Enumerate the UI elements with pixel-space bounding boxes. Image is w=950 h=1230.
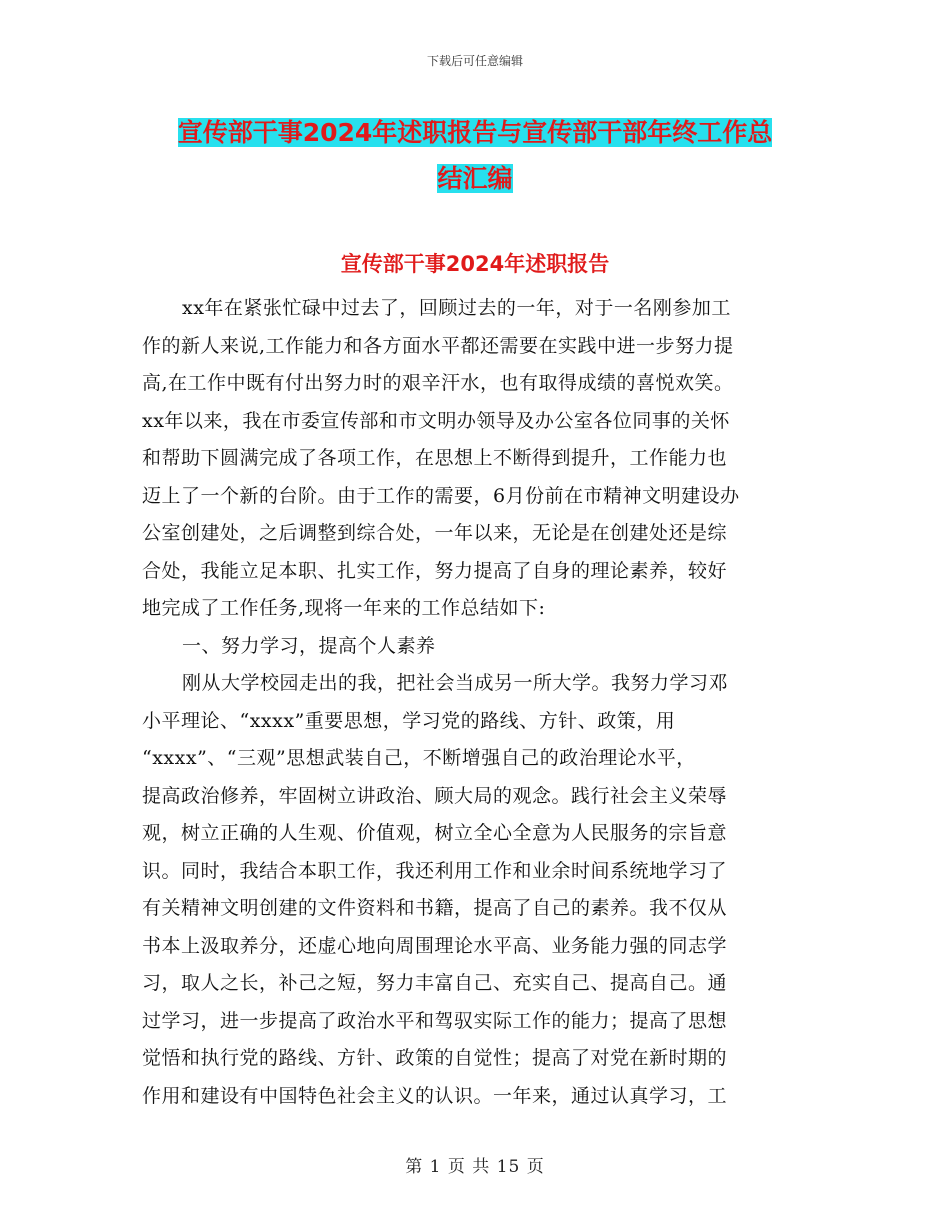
paragraph-line: 书本上汲取养分，还虚心地向周围理论水平高、业务能力强的同志学: [142, 934, 728, 957]
paragraph-line: “xxxx”、“三观”思想武装自己，不断增强自己的政治理论水平，: [142, 747, 696, 769]
paragraph-line: 观，树立正确的人生观、价值观，树立全心全意为人民服务的宗旨意: [142, 822, 728, 844]
section-heading-line: 一、努力学习，提高个人素养: [182, 634, 436, 657]
paragraph-line: 有关精神文明创建的文件资料和书籍，提高了自己的素养。我不仅从: [142, 897, 728, 919]
paragraph-line: 合处，我能立足本职、扎实工作，努力提高了自身的理论素养，较好: [142, 559, 728, 582]
paragraph-line: 和帮助下圆满完成了各项工作，在思想上不断得到提升，工作能力也: [142, 447, 728, 469]
document-title: [140, 110, 810, 202]
paragraph-line: 作用和建设有中国特色社会主义的认识。一年来，通过认真学习，工: [142, 1084, 728, 1107]
page-number: 第 1 页 共 15 页: [405, 1157, 545, 1177]
document-title-line-2: 结汇编: [437, 164, 513, 193]
paragraph-line: 高,在工作中既有付出努力时的艰辛汗水，也有取得成绩的喜悦欢笑。: [142, 372, 734, 394]
paragraph-line: 小平理论、“xxxx”重要思想，学习党的路线、方针、政策，用: [142, 709, 676, 732]
paragraph-line: 识。同时，我结合本职工作，我还利用工作和业余时间系统地学习了: [142, 859, 728, 882]
paragraph-line: 地完成了工作任务,现将一年来的工作总结如下:: [142, 597, 546, 619]
paragraph-line: 作的新人来说,工作能力和各方面水平都还需要在实践中进一步努力提: [142, 334, 734, 357]
header-note: 下载后可任意编辑: [426, 54, 523, 68]
section-title: 宣传部干事2024年述职报告: [340, 252, 610, 276]
paragraph-line: 公室创建处，之后调整到综合处，一年以来，无论是在创建处还是综: [142, 522, 728, 544]
paragraph-line: xx年以来，我在市委宣传部和市文明办领导及办公室各位同事的关怀: [142, 409, 730, 432]
paragraph-line: 迈上了一个新的台阶。由于工作的需要，6月份前在市精神文明建设办: [142, 484, 740, 507]
paragraph-line: 提高政治修养，牢固树立讲政治、顾大局的观念。践行社会主义荣辱: [142, 784, 728, 807]
paragraph-line: xx年在紧张忙碌中过去了，回顾过去的一年，对于一名刚参加工: [182, 297, 731, 319]
document-body: [142, 290, 802, 1115]
document-title-line-1: 宣传部干事2024年述职报告与宣传部干部年终工作总: [177, 118, 773, 147]
paragraph-line: 刚从大学校园走出的我，把社会当成另一所大学。我努力学习邓: [182, 672, 729, 694]
paragraph-line: 过学习，进一步提高了政治水平和驾驭实际工作的能力；提高了思想: [142, 1009, 728, 1032]
paragraph-line: 习，取人之长，补己之短，努力丰富自己、充实自己、提高自己。通: [142, 972, 728, 994]
paragraph-line: 觉悟和执行党的路线、方针、政策的自觉性；提高了对党在新时期的: [142, 1047, 728, 1069]
